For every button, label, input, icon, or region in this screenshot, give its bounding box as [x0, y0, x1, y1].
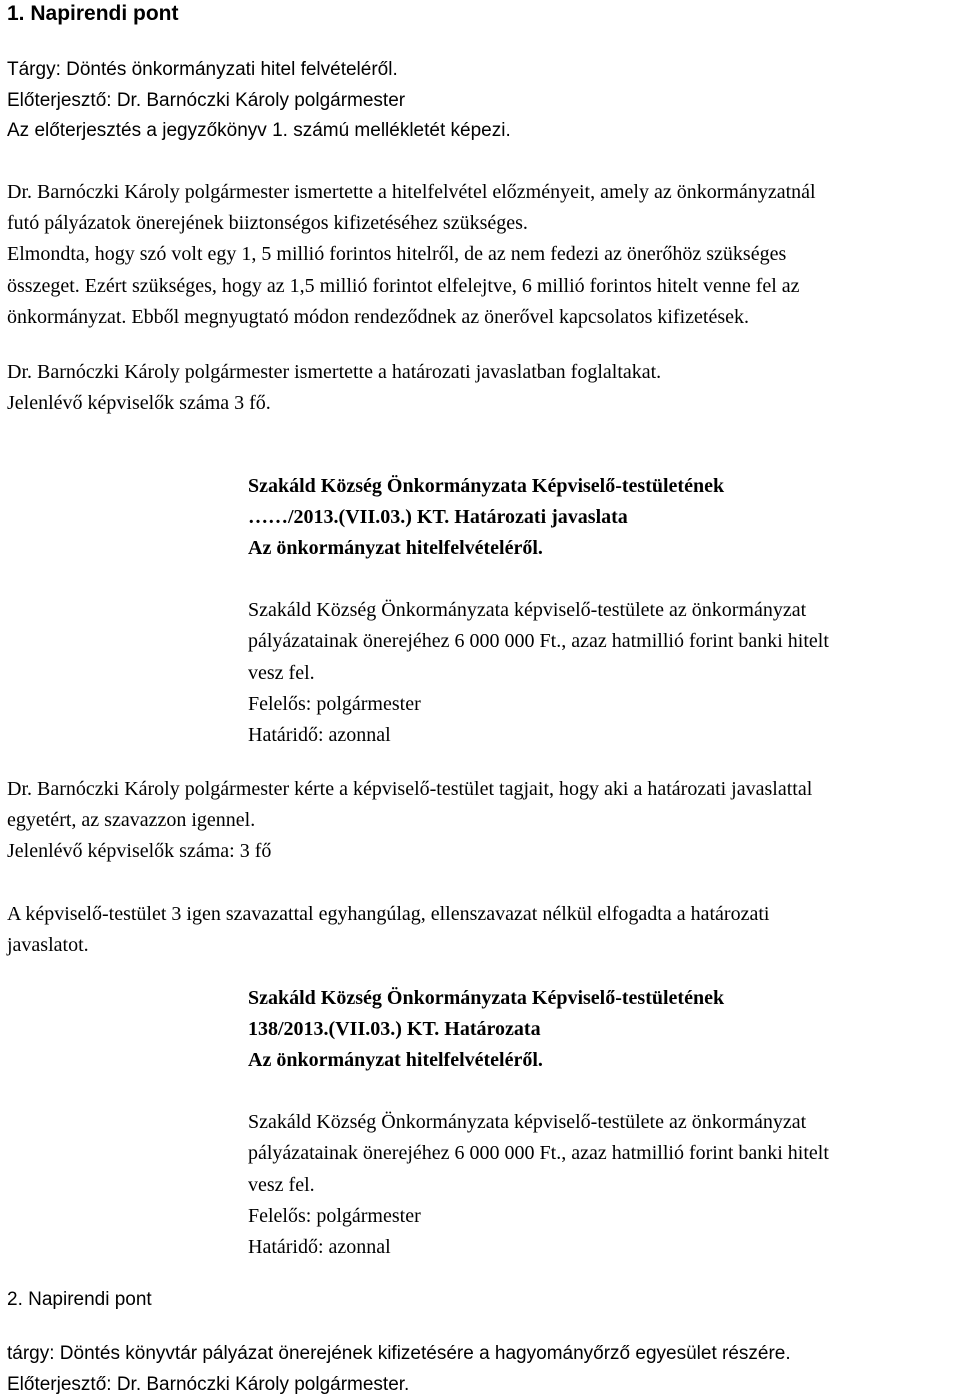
proposal-title-line: Az önkormányzat hitelfelvételéről.: [248, 537, 543, 559]
proposal-body-line: Szakáld Község Önkormányzata képviselő-testülete az önkormányzat: [248, 599, 807, 621]
proposal-body-line: vesz fel.: [248, 662, 315, 684]
discussion-line: összeget. Ezért szükséges, hogy az 1,5 millió forintot elfelejtve, 6 millió forintos hitelt venne fel az: [7, 275, 800, 297]
agenda-item-2-presenter: Előterjesztő: Dr. Barnóczki Károly polgármester.: [7, 1374, 410, 1395]
attendance-line: Jelenlévő képviselők száma 3 fő.: [7, 392, 271, 414]
vote-result-line: A képviselő-testület 3 igen szavazattal egyhangúlag, ellenszavazat nélkül elfogadta a határozati: [7, 903, 770, 925]
vote-request-line: Dr. Barnóczki Károly polgármester kérte a képviselő-testület tagjait, hogy aki a határozati javaslattal: [7, 778, 813, 800]
agenda-item-2-subject: tárgy: Döntés könyvtár pályázat önerejének kifizetésére a hagyományőrző egyesület részére.: [7, 1343, 791, 1364]
discussion-line: Dr. Barnóczki Károly polgármester ismertette a határozati javaslatban foglaltakat.: [7, 361, 662, 383]
discussion-line: önkormányzat. Ebből megnyugtató módon rendeződnek az önerővel kapcsolatos kifizetések.: [7, 306, 749, 328]
proposal-title-line: ……/2013.(VII.03.) KT. Határozati javaslata: [248, 506, 628, 528]
agenda-item-1-heading: 1. Napirendi pont: [7, 2, 179, 25]
resolution-title-line: Az önkormányzat hitelfelvételéről.: [248, 1049, 543, 1071]
proposal-deadline-line: Határidő: azonnal: [248, 724, 391, 746]
proposal-title-line: Szakáld Község Önkormányzata Képviselő-testületének: [248, 475, 725, 497]
agenda-item-1-subject: Tárgy: Döntés önkormányzati hitel felvételéről.: [7, 59, 398, 80]
resolution-deadline-line: Határidő: azonnal: [248, 1236, 391, 1258]
vote-result-line: javaslatot.: [7, 934, 89, 956]
discussion-line: Elmondta, hogy szó volt egy 1, 5 millió forintos hitelről, de az nem fedezi az önerőhöz szükséges: [7, 243, 787, 265]
agenda-item-2-heading: 2. Napirendi pont: [7, 1289, 152, 1310]
proposal-body-line: pályázatainak önerejéhez 6 000 000 Ft., azaz hatmillió forint banki hitelt: [248, 630, 829, 652]
resolution-title-line: Szakáld Község Önkormányzata Képviselő-testületének: [248, 987, 725, 1009]
resolution-body-line: Szakáld Község Önkormányzata képviselő-testülete az önkormányzat: [248, 1111, 807, 1133]
resolution-body-line: pályázatainak önerejéhez 6 000 000 Ft., azaz hatmillió forint banki hitelt: [248, 1142, 829, 1164]
resolution-number: 138/2013.(VII.03.) KT. Határozata: [248, 1018, 541, 1040]
agenda-item-1-attachment-note: Az előterjesztés a jegyzőkönyv 1. számú mellékletét képezi.: [7, 120, 511, 141]
resolution-body-line: vesz fel.: [248, 1174, 315, 1196]
proposal-responsible-line: Felelős: polgármester: [248, 693, 421, 715]
discussion-line: Dr. Barnóczki Károly polgármester ismertette a hitelfelvétel előzményeit, amely az önkormányzatnál: [7, 181, 816, 203]
agenda-item-1-presenter: Előterjesztő: Dr. Barnóczki Károly polgármester: [7, 90, 406, 111]
vote-request-line: egyetért, az szavazzon igennel.: [7, 809, 256, 831]
discussion-line: futó pályázatok önerejének biiztonségos kifizetéséhez szükséges.: [7, 212, 528, 234]
attendance-line: Jelenlévő képviselők száma: 3 fő: [7, 840, 272, 862]
resolution-responsible-line: Felelős: polgármester: [248, 1205, 421, 1227]
